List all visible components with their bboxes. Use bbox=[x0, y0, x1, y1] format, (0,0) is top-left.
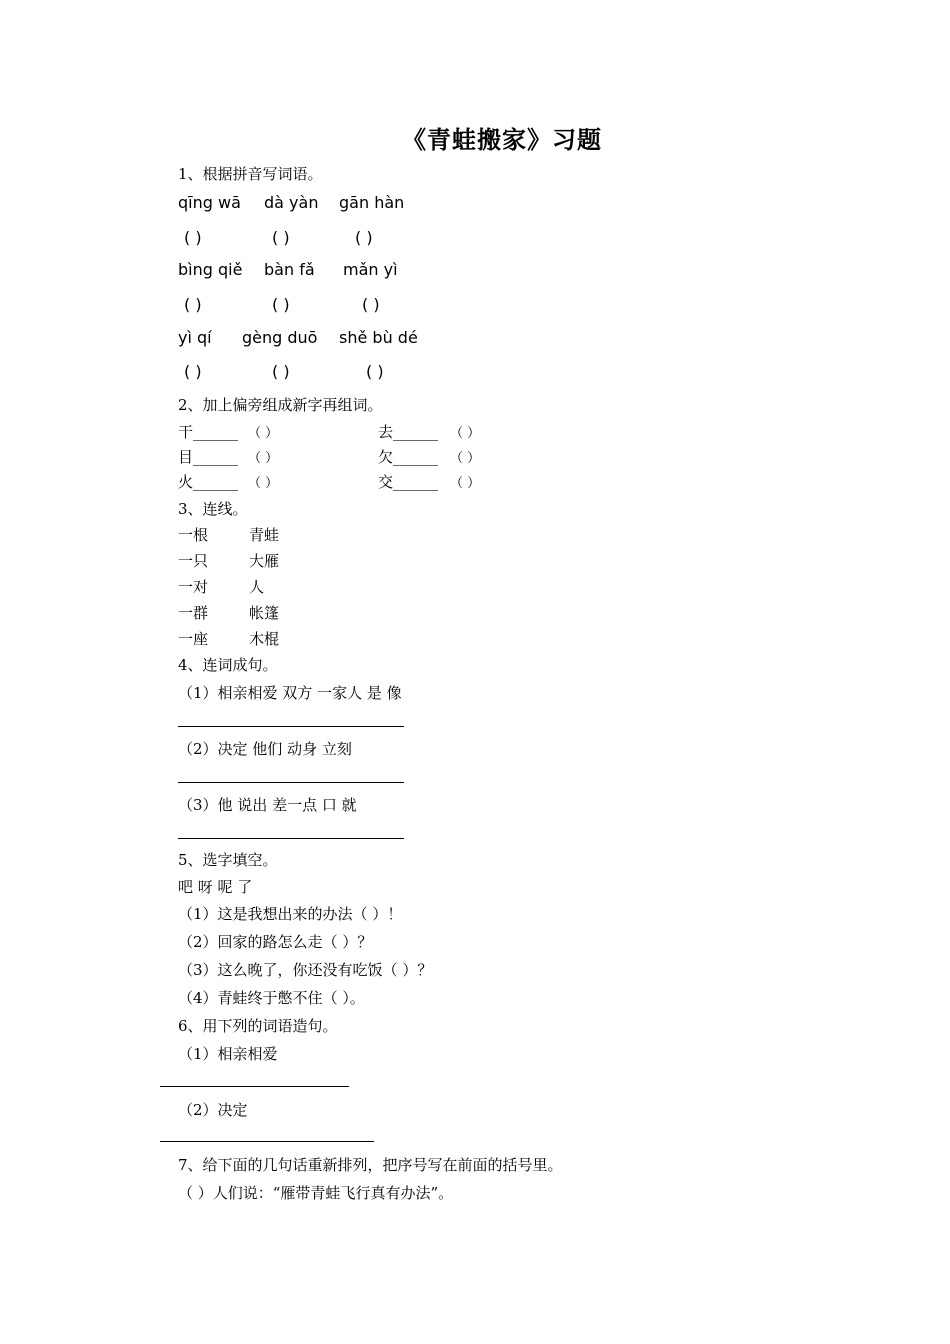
question-7-heading: 7、给下面的几句话重新排列，把序号写在前面的括号里。 bbox=[178, 1156, 563, 1174]
answer-line[interactable] bbox=[160, 1086, 349, 1087]
radical-blank[interactable]: 交______ bbox=[378, 473, 439, 491]
question-4-heading: 4、连词成句。 bbox=[178, 656, 278, 674]
match-left-item[interactable]: 一对 bbox=[178, 578, 209, 596]
question-1-heading: 1、根据拼音写词语。 bbox=[178, 165, 323, 183]
match-left-item[interactable]: 一根 bbox=[178, 526, 209, 544]
question-3-heading: 3、连线。 bbox=[178, 500, 248, 518]
radical-blank[interactable]: 火______ bbox=[178, 473, 239, 491]
answer-line[interactable] bbox=[160, 1141, 374, 1142]
pinyin-word: gān hàn bbox=[339, 193, 405, 212]
pinyin-word: shě bù dé bbox=[339, 328, 418, 347]
match-right-item[interactable]: 人 bbox=[249, 578, 265, 596]
answer-parentheses[interactable]: （ ） bbox=[248, 426, 279, 441]
match-right-item[interactable]: 青蛙 bbox=[249, 526, 280, 544]
radical-blank[interactable]: 干______ bbox=[178, 423, 239, 441]
question-5-heading: 5、选字填空。 bbox=[178, 851, 278, 869]
match-right-item[interactable]: 大雁 bbox=[249, 552, 280, 570]
pinyin-word: mǎn yì bbox=[343, 260, 398, 279]
fill-item[interactable]: （4）青蛙终于憋不住（ ）。 bbox=[178, 989, 365, 1007]
page-title: 《青蛙搬家》习题 bbox=[402, 125, 602, 154]
sentence-prompt: （1）相亲相爱 bbox=[178, 1045, 278, 1063]
answer-parentheses[interactable]: （ ） bbox=[248, 451, 279, 466]
answer-line[interactable] bbox=[178, 726, 404, 727]
word-group: （3）他 说出 差一点 口 就 bbox=[178, 796, 357, 814]
fill-item[interactable]: （2）回家的路怎么走（ ）？ bbox=[178, 933, 373, 951]
question-2-heading: 2、加上偏旁组成新字再组词。 bbox=[178, 396, 383, 414]
answer-parentheses[interactable]: ( ) bbox=[184, 228, 202, 247]
answer-line[interactable] bbox=[178, 838, 404, 839]
pinyin-word: dà yàn bbox=[264, 193, 319, 212]
radical-blank[interactable]: 去______ bbox=[378, 423, 439, 441]
word-group: （2）决定 他们 动身 立刻 bbox=[178, 740, 352, 758]
answer-parentheses[interactable]: （ ） bbox=[450, 476, 481, 491]
sentence-prompt: （2）决定 bbox=[178, 1101, 248, 1119]
answer-parentheses[interactable]: ( ) bbox=[184, 295, 202, 314]
pinyin-word: qīng wā bbox=[178, 193, 241, 212]
word-group: （1）相亲相爱 双方 一家人 是 像 bbox=[178, 684, 402, 702]
question-6-heading: 6、用下列的词语造句。 bbox=[178, 1017, 338, 1035]
fill-item[interactable]: （1）这是我想出来的办法（ ）！ bbox=[178, 905, 403, 923]
match-right-item[interactable]: 木棍 bbox=[249, 630, 280, 648]
match-right-item[interactable]: 帐篷 bbox=[249, 604, 280, 622]
answer-parentheses[interactable]: （ ） bbox=[248, 476, 279, 491]
pinyin-word: yì qí bbox=[178, 328, 212, 347]
fill-item[interactable]: （3）这么晚了，你还没有吃饭（ ）？ bbox=[178, 961, 433, 979]
answer-parentheses[interactable]: ( ) bbox=[366, 362, 384, 381]
answer-parentheses[interactable]: ( ) bbox=[184, 362, 202, 381]
answer-parentheses[interactable]: ( ) bbox=[272, 362, 290, 381]
answer-parentheses[interactable]: （ ） bbox=[450, 426, 481, 441]
word-options: 吧 呀 呢 了 bbox=[178, 878, 253, 896]
match-left-item[interactable]: 一座 bbox=[178, 630, 209, 648]
order-item[interactable]: （ ）人们说：“雁带青蛙飞行真有办法”。 bbox=[178, 1184, 454, 1202]
answer-parentheses[interactable]: ( ) bbox=[362, 295, 380, 314]
pinyin-word: bìng qiě bbox=[178, 260, 243, 279]
pinyin-word: gèng duō bbox=[242, 328, 318, 347]
answer-parentheses[interactable]: ( ) bbox=[355, 228, 373, 247]
answer-parentheses[interactable]: （ ） bbox=[450, 451, 481, 466]
answer-parentheses[interactable]: ( ) bbox=[272, 295, 290, 314]
pinyin-word: bàn fǎ bbox=[264, 260, 315, 279]
match-left-item[interactable]: 一只 bbox=[178, 552, 209, 570]
radical-blank[interactable]: 欠______ bbox=[378, 448, 439, 466]
answer-line[interactable] bbox=[178, 782, 404, 783]
match-left-item[interactable]: 一群 bbox=[178, 604, 209, 622]
answer-parentheses[interactable]: ( ) bbox=[272, 228, 290, 247]
radical-blank[interactable]: 目______ bbox=[178, 448, 239, 466]
